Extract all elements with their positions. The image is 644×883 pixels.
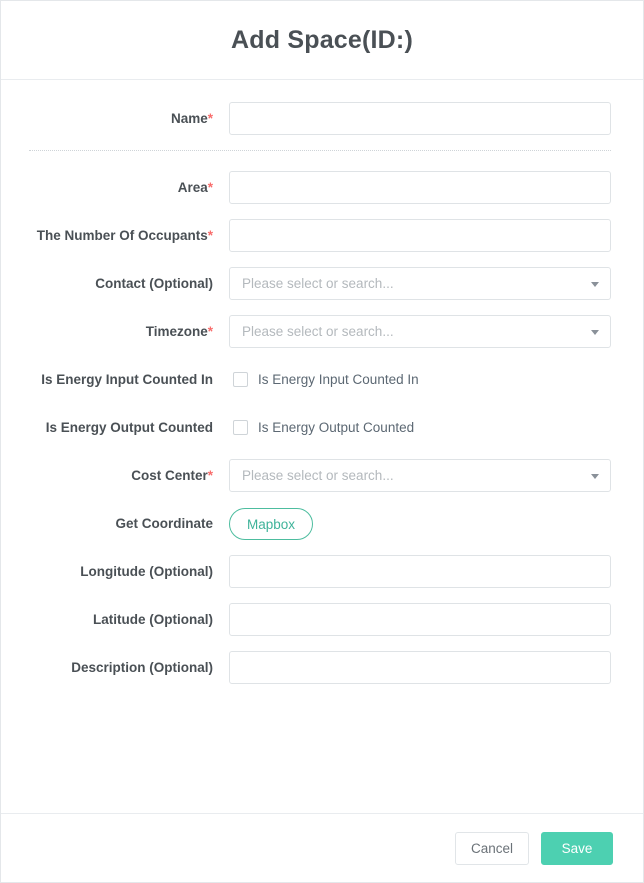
name-input[interactable] <box>229 102 611 135</box>
occupants-control <box>229 219 611 252</box>
timezone-control <box>229 315 611 348</box>
contact-select[interactable] <box>229 267 611 300</box>
dialog-body <box>1 80 643 813</box>
cost-center-select[interactable] <box>229 459 611 492</box>
form-row-latitude <box>15 603 611 636</box>
form-row-area <box>15 171 611 204</box>
description-control <box>229 651 611 684</box>
description-input[interactable] <box>229 651 611 684</box>
description-label: Description (Optional) <box>71 660 213 675</box>
required-marker: * <box>207 324 213 339</box>
section-divider <box>29 150 611 151</box>
form-row-energy-output-counted <box>15 411 611 444</box>
name-label-text: Name <box>170 111 208 126</box>
occupants-label-text: The Number Of Occupants <box>36 228 208 243</box>
form-row-energy-input-counted <box>15 363 611 396</box>
form-row-longitude <box>15 555 611 588</box>
required-marker: * <box>207 111 213 126</box>
name-control <box>229 102 611 135</box>
energy-output-counted-label: Is Energy Output Counted <box>45 420 213 435</box>
chevron-down-icon <box>591 330 599 335</box>
required-marker: * <box>207 228 213 243</box>
contact-select-value: Please select or search... <box>242 276 394 291</box>
mapbox-button[interactable]: Mapbox <box>229 508 313 540</box>
area-input[interactable] <box>229 171 611 204</box>
timezone-select[interactable] <box>229 315 611 348</box>
form-row-get-coordinate <box>15 507 611 540</box>
required-marker: * <box>207 180 213 195</box>
dialog-header <box>1 1 643 80</box>
chevron-down-icon <box>591 474 599 479</box>
energy-output-counted-control <box>229 411 611 444</box>
dialog-footer <box>1 813 643 882</box>
energy-input-counted-checkbox-label: Is Energy Input Counted In <box>258 372 419 387</box>
checkbox-icon[interactable] <box>233 372 248 387</box>
longitude-label: Longitude (Optional) <box>80 564 213 579</box>
latitude-control <box>229 603 611 636</box>
form-row-name <box>15 102 611 135</box>
form-row-timezone <box>15 315 611 348</box>
occupants-label <box>15 219 229 244</box>
occupants-input[interactable] <box>229 219 611 252</box>
cost-center-label-text: Cost Center <box>131 468 208 483</box>
save-button[interactable]: Save <box>541 832 613 865</box>
cost-center-control <box>229 459 611 492</box>
cost-center-label <box>15 459 229 484</box>
area-label <box>15 171 229 196</box>
name-label <box>15 102 229 127</box>
chevron-down-icon <box>591 282 599 287</box>
contact-control <box>229 267 611 300</box>
cancel-button[interactable]: Cancel <box>455 832 529 865</box>
page-title: Add Space(ID:) <box>231 25 413 54</box>
form-row-occupants <box>15 219 611 252</box>
longitude-input[interactable] <box>229 555 611 588</box>
get-coordinate-control <box>229 507 611 540</box>
timezone-label <box>15 315 229 340</box>
form-row-contact <box>15 267 611 300</box>
checkbox-icon[interactable] <box>233 420 248 435</box>
energy-output-counted-checkbox-wrap[interactable] <box>229 411 611 444</box>
timezone-select-value: Please select or search... <box>242 324 394 339</box>
area-control <box>229 171 611 204</box>
latitude-input[interactable] <box>229 603 611 636</box>
latitude-label: Latitude (Optional) <box>93 612 213 627</box>
contact-label: Contact (Optional) <box>95 276 213 291</box>
form-row-description <box>15 651 611 684</box>
get-coordinate-label: Get Coordinate <box>115 516 213 531</box>
area-label-text: Area <box>177 180 208 195</box>
longitude-control <box>229 555 611 588</box>
energy-input-counted-control <box>229 363 611 396</box>
required-marker: * <box>207 468 213 483</box>
energy-input-counted-checkbox-wrap[interactable] <box>229 363 611 396</box>
energy-output-counted-checkbox-label: Is Energy Output Counted <box>258 420 415 435</box>
form-row-cost-center <box>15 459 611 492</box>
timezone-label-text: Timezone <box>145 324 208 339</box>
cost-center-select-value: Please select or search... <box>242 468 394 483</box>
energy-input-counted-label: Is Energy Input Counted In <box>41 372 213 387</box>
